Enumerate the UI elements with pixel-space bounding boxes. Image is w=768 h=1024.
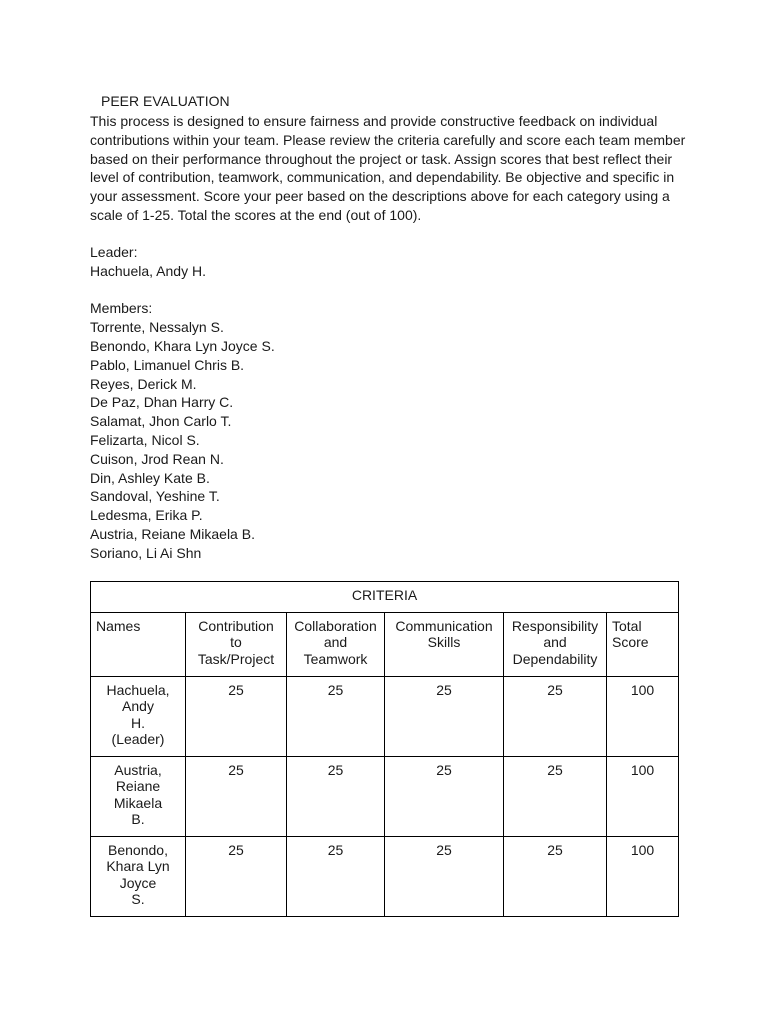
member-name: Soriano, Li Ai Shn — [90, 544, 202, 561]
member-name: Pablo, Limanuel Chris B. — [90, 356, 245, 373]
member-name-cell — [91, 837, 186, 917]
col-header-line: and — [323, 634, 348, 651]
criteria-header: CRITERIA — [91, 582, 679, 613]
leader-section — [90, 243, 690, 281]
col-header-line: Skills — [427, 634, 461, 651]
score-communication: 25 — [385, 677, 504, 757]
score-total: 100 — [607, 757, 679, 837]
score-collaboration: 25 — [287, 677, 385, 757]
name-line: (Leader) — [111, 730, 165, 747]
member-name: Cuison, Jrod Rean N. — [90, 450, 224, 467]
col-header-line: to — [230, 634, 242, 651]
document-body — [90, 92, 690, 563]
col-header-line: Responsibility — [511, 618, 599, 634]
name-line: Khara Lyn — [106, 858, 170, 875]
name-line: Reiane — [115, 778, 161, 795]
member-name: Reyes, Derick M. — [90, 375, 197, 392]
name-line: Austria, — [114, 762, 162, 778]
member-name: Torrente, Nessalyn S. — [90, 319, 224, 336]
score-collaboration: 25 — [287, 837, 385, 917]
col-header-communication — [385, 613, 504, 677]
col-header-line: Names — [96, 618, 141, 634]
member-name: De Paz, Dhan Harry C. — [90, 394, 234, 411]
name-line: Mikaela — [113, 794, 163, 811]
score-responsibility: 25 — [504, 677, 607, 757]
member-name-cell — [91, 677, 186, 757]
col-header-total — [607, 613, 679, 677]
name-line: H. — [131, 714, 145, 731]
member-name: Austria, Reiane Mikaela B. — [90, 525, 255, 542]
col-header-line: Communication — [395, 618, 493, 634]
score-collaboration: 25 — [287, 757, 385, 837]
page-title: PEER EVALUATION — [101, 93, 230, 109]
col-header-line: Contribution — [198, 618, 274, 634]
col-header-line: Total — [612, 618, 642, 634]
score-communication: 25 — [385, 757, 504, 837]
column-header-row — [91, 613, 679, 677]
col-header-line: and — [543, 634, 567, 651]
score-responsibility: 25 — [504, 757, 607, 837]
leader-label: Leader: — [90, 244, 138, 261]
col-header-contribution — [186, 613, 287, 677]
criteria-row — [91, 582, 679, 613]
leader-name: Hachuela, Andy H. — [90, 263, 206, 280]
table-row — [91, 677, 679, 757]
col-header-names — [91, 613, 186, 677]
col-header-line: Dependability — [512, 650, 598, 667]
score-contribution: 25 — [186, 757, 287, 837]
name-line: Joyce — [119, 874, 157, 891]
table-row — [91, 757, 679, 837]
score-total: 100 — [607, 677, 679, 757]
name-line: S. — [131, 890, 145, 907]
score-responsibility: 25 — [504, 837, 607, 917]
col-header-line: Task/Project — [197, 650, 275, 667]
name-line: B. — [131, 810, 145, 827]
col-header-line: Score — [612, 634, 649, 651]
score-communication: 25 — [385, 837, 504, 917]
col-header-line: Teamwork — [303, 650, 368, 667]
name-line: Benondo, — [108, 842, 168, 858]
col-header-responsibility — [504, 613, 607, 677]
score-total: 100 — [607, 837, 679, 917]
evaluation-table — [90, 581, 679, 917]
col-header-collaboration — [287, 613, 385, 677]
col-header-line: Collaboration — [294, 618, 377, 634]
score-contribution: 25 — [186, 677, 287, 757]
table-row — [91, 837, 679, 917]
member-name: Sandoval, Yeshine T. — [90, 488, 220, 505]
name-line: Hachuela, — [106, 682, 170, 698]
member-name: Ledesma, Erika P. — [90, 507, 203, 524]
members-section — [90, 299, 690, 562]
intro-paragraph: This process is designed to ensure fairness and provide constructive feedback on individual contributions within your team. Please review the criteria carefully and score each team member based on their performance throughout the project or task. Assign scores that best reflect their level of contribution, teamwork, communication, and dependability. Be objective and specific in your assessment. Score your peer based on the descriptions above for each category using a scale of 1-25. Total the scores at the end (out of 100). — [90, 113, 686, 223]
members-label: Members: — [90, 300, 153, 317]
score-contribution: 25 — [186, 837, 287, 917]
member-name-cell — [91, 757, 186, 837]
member-name: Din, Ashley Kate B. — [90, 469, 210, 486]
member-name: Salamat, Jhon Carlo T. — [90, 413, 232, 430]
member-name: Felizarta, Nicol S. — [90, 431, 200, 448]
name-line: Andy — [122, 698, 154, 715]
member-name: Benondo, Khara Lyn Joyce S. — [90, 337, 275, 354]
